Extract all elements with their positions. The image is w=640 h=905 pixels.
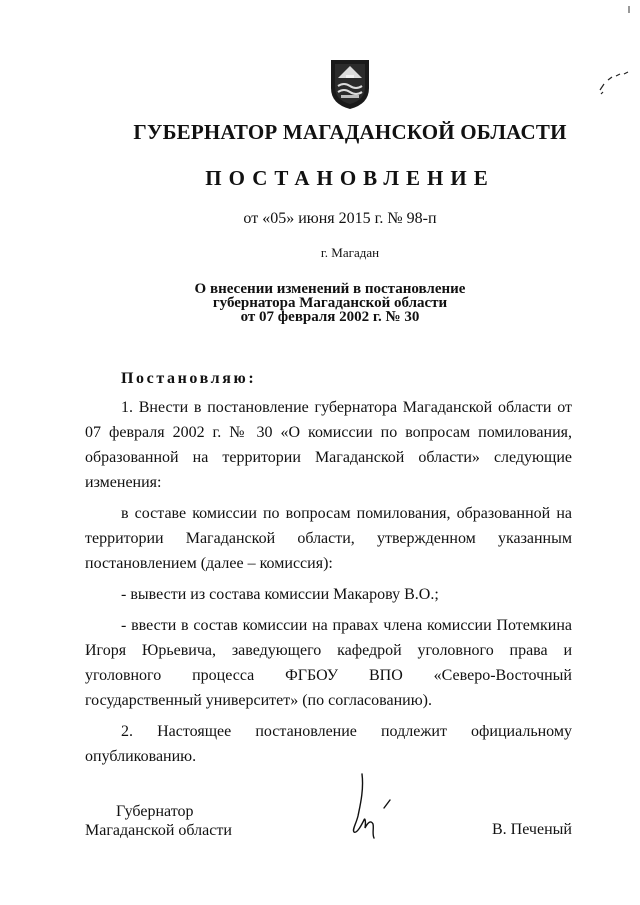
decree-city: г. Магадан [320,245,380,260]
body-paragraph: - ввести в состав комиссии на правах члена комиссии Потемкина Игоря Юрьевича, заведующего кафедрой уголовного права и уголовного процесса ФГБОУ ВПО «Северо-Восточный государственный университет» (по согласованию). [85,617,572,709]
handwritten-signature-icon [340,772,400,842]
scan-edge-mark [598,70,636,96]
body-paragraph: в составе комиссии по вопросам помилования, образованной на территории Магаданской области, утвержденном указанным постановлением (далее – комиссия): [85,505,572,572]
body-paragraph: 1. Внести в постановление губернатора Магаданской области от 07 февраля 2002 г. № 30 «О комиссии по вопросам помилования, образованной на территории Магаданской области» следующие изменения: [85,399,572,491]
governor-title: ГУБЕРНАТОР МАГАДАНСКОЙ ОБЛАСТИ [133,120,567,144]
signatory-position [85,802,232,840]
body-paragraph: - вывести из состава комиссии Макарову В.О.; [121,586,439,603]
decree-date-line: от «05» июня 2015 г. № 98-п [243,210,437,227]
body-paragraph: 2. Настоящее постановление подлежит официальному опубликованию. [85,723,572,765]
signatory-position-line: Магаданской области [85,822,232,839]
signatory-name: В. Печеный [492,821,572,838]
decree-subject [170,282,490,324]
subject-line: губернатора Магаданской области [212,295,448,311]
coat-of-arms-icon [329,58,371,110]
decree-body [85,395,572,769]
document-type-title: ПОСТАНОВЛЕНИЕ [205,166,495,190]
corner-tick-mark [626,6,632,14]
subject-line: от 07 февраля 2002 г. № 30 [240,309,420,325]
resolve-heading [121,370,254,388]
resolve-word: Постановляю [121,370,249,387]
subject-line: О внесении изменений в постановление [194,281,466,297]
signatory-position-line: Губернатор [116,803,194,820]
resolve-colon: : [248,370,254,387]
